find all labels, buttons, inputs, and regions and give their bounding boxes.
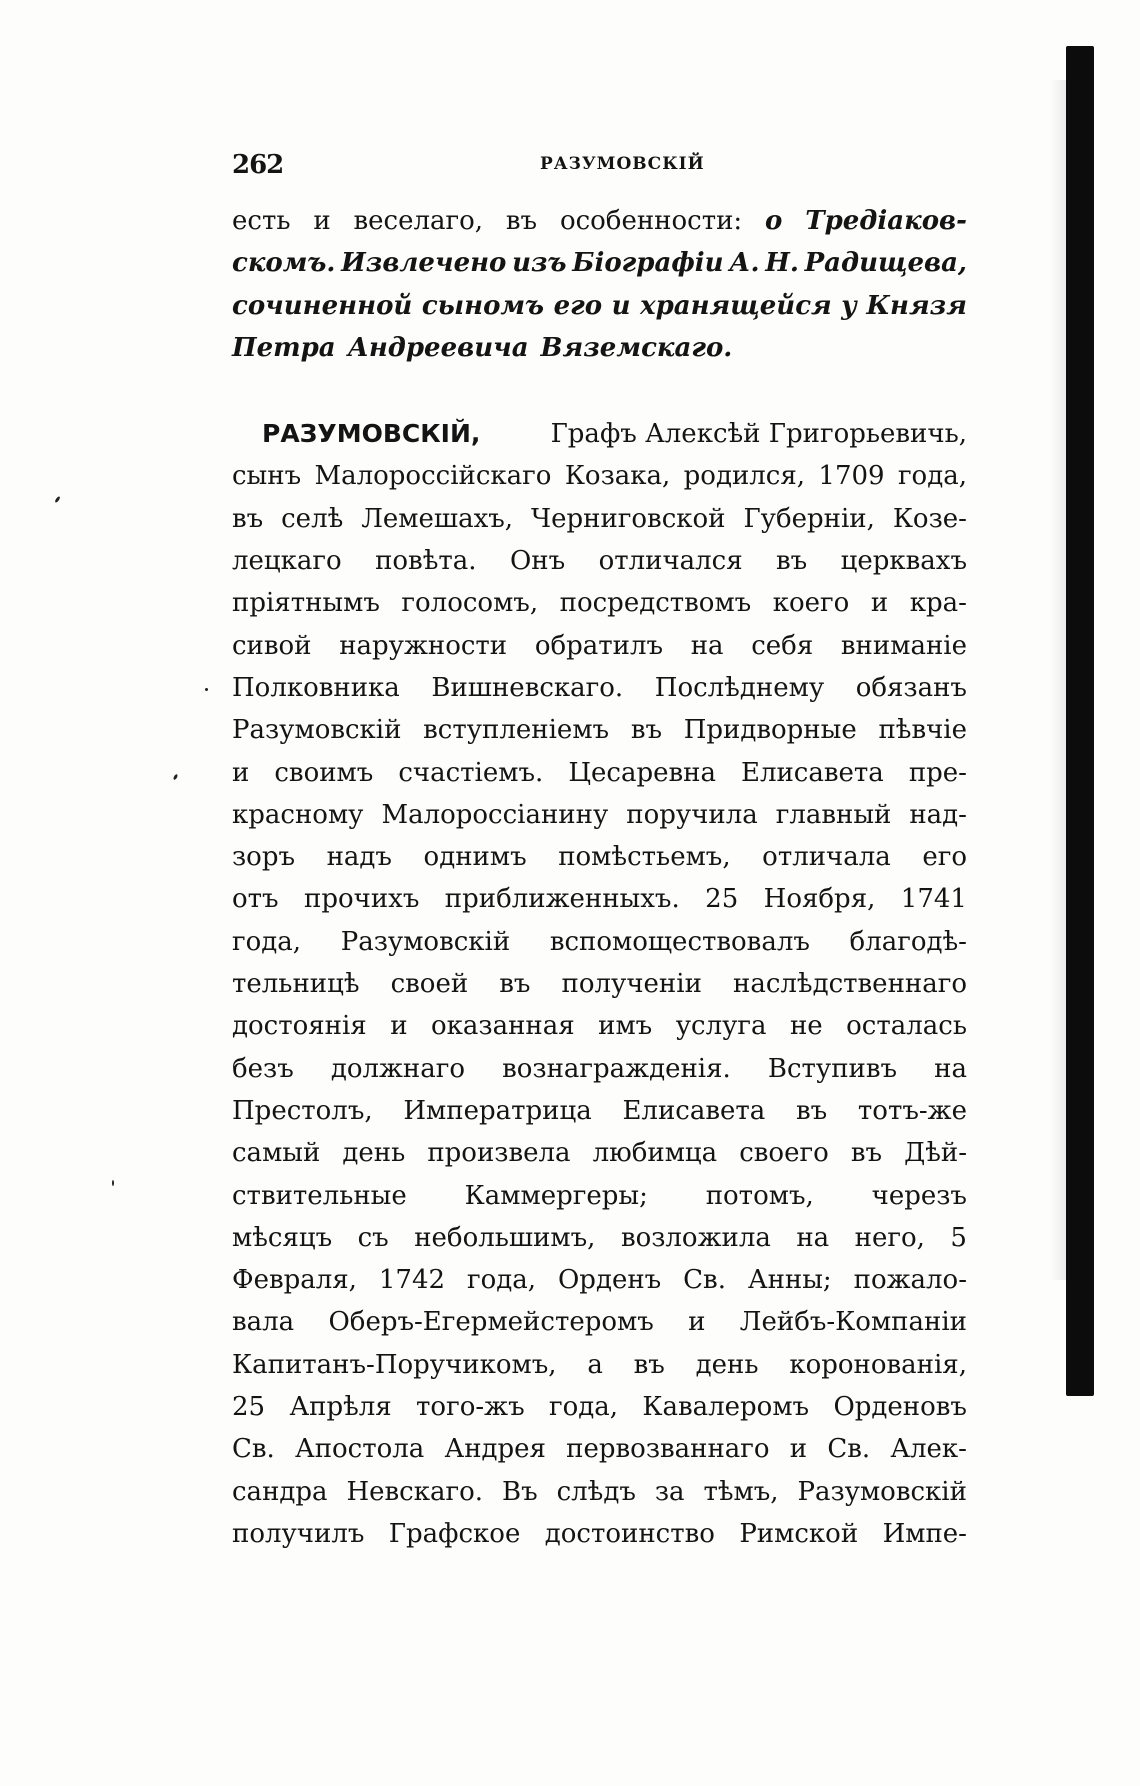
word: любимца — [592, 1138, 718, 1169]
page-edge-binding — [1066, 46, 1094, 1396]
word: Губерніи, — [743, 503, 875, 534]
word: его — [553, 290, 603, 321]
word: года, — [466, 1265, 537, 1296]
word: отличался — [598, 546, 743, 577]
word: и — [789, 1434, 808, 1465]
word: день — [695, 1349, 759, 1380]
word: вступленіемъ — [423, 715, 610, 746]
word: самый — [232, 1138, 321, 1169]
word: вала — [232, 1307, 295, 1338]
previous-entry-line — [232, 327, 967, 369]
entry-gap — [232, 369, 967, 413]
word: лецкаго — [232, 546, 342, 577]
word: особенности: — [559, 206, 743, 236]
entry-line — [232, 752, 967, 794]
word: получилъ — [232, 1518, 365, 1549]
word: помѣстьемъ, — [558, 842, 731, 873]
word: Дѣй- — [904, 1138, 967, 1169]
word: приближенныхъ. — [444, 884, 680, 915]
word: вниманіе — [840, 630, 967, 661]
word: наружности — [339, 630, 508, 661]
word: Капитанъ-Поручикомъ, — [232, 1349, 557, 1380]
word: пожало- — [853, 1265, 967, 1296]
word: Каммергеры; — [464, 1180, 648, 1211]
entry-line — [232, 836, 967, 878]
word: Оберъ-Егермейстеромъ — [328, 1307, 654, 1338]
word: счастіемъ. — [398, 757, 544, 788]
word: 25 — [705, 884, 739, 915]
word: сочиненной — [232, 290, 413, 321]
previous-entry-line — [232, 242, 967, 284]
word: родился, — [683, 461, 806, 492]
word: его — [922, 842, 967, 873]
scan-speck — [112, 1180, 114, 1186]
word: осталась — [846, 1011, 967, 1042]
word: за — [654, 1476, 685, 1507]
word: тельницѣ — [232, 969, 360, 1000]
word: голосомъ, — [401, 588, 539, 619]
word: коего — [772, 588, 850, 619]
word: Извлечено — [341, 248, 507, 279]
word: 1742 — [378, 1265, 446, 1296]
word: церквахъ — [840, 546, 967, 577]
entry-line — [232, 1386, 967, 1428]
entry-line — [232, 1005, 967, 1047]
word: достоянія — [232, 1011, 367, 1042]
word: Апостола — [295, 1434, 425, 1465]
word: Февраля, — [232, 1265, 357, 1296]
word: красному — [232, 799, 364, 830]
scan-speck — [173, 774, 179, 781]
text-block — [232, 200, 967, 1555]
word: полученіи — [561, 969, 702, 1000]
word: у — [841, 290, 857, 321]
word: ствительные — [232, 1180, 407, 1211]
word: Андреевича — [347, 332, 529, 363]
word: себя — [751, 630, 814, 661]
word: и — [313, 206, 331, 236]
word: отличала — [762, 842, 891, 873]
word: Св. — [232, 1434, 275, 1465]
entry-line — [232, 498, 967, 540]
word: Алек- — [890, 1434, 967, 1465]
previous-entry-line — [232, 285, 967, 327]
word: черезъ — [871, 1180, 967, 1211]
word: Импе- — [882, 1518, 967, 1549]
word: своимъ — [274, 757, 374, 788]
word: Онъ — [509, 546, 566, 577]
entry-line — [232, 540, 967, 582]
word: надъ — [326, 842, 392, 873]
entry-first-line-rest: Графъ Алексѣй Григорьевичь, — [550, 419, 967, 450]
running-head: РАЗУМОВСКІЙ — [540, 154, 705, 174]
word: Ноября, — [763, 884, 876, 915]
word: въ — [232, 503, 264, 534]
word: посредствомъ — [559, 588, 752, 619]
word: возложила — [620, 1222, 771, 1253]
word: тотъ-же — [857, 1095, 967, 1126]
word: въ — [776, 546, 808, 577]
word: имъ — [598, 1011, 653, 1042]
word: а — [587, 1349, 603, 1380]
word: 5 — [950, 1222, 967, 1253]
word: услуга — [675, 1011, 767, 1042]
word: изъ — [512, 248, 567, 279]
word: въ — [505, 206, 538, 236]
word: А. — [729, 248, 760, 279]
word: Черниговской — [531, 503, 726, 534]
entry-line — [232, 1344, 967, 1386]
word: сыномъ — [421, 290, 545, 321]
entry-line — [232, 1301, 967, 1343]
word: въ — [850, 1138, 882, 1169]
word: Престолъ, — [232, 1095, 373, 1126]
word: слѣдъ — [556, 1476, 636, 1507]
word: произвела — [427, 1138, 571, 1169]
word: года, — [897, 461, 967, 492]
entry-line — [232, 667, 967, 709]
entry-line — [232, 1428, 967, 1470]
page-header — [232, 150, 967, 186]
word: Императрица — [403, 1095, 592, 1126]
word: него, — [854, 1222, 925, 1253]
word: Римской — [739, 1518, 859, 1549]
entry-first-line — [232, 413, 967, 455]
word: Придворные — [683, 715, 857, 746]
word: Вяземскаго. — [540, 332, 733, 363]
word: сивой — [232, 630, 312, 661]
word: Біографіи — [572, 248, 724, 279]
word: зоръ — [232, 842, 296, 873]
word: съ — [357, 1222, 389, 1253]
word: Разумовскій — [340, 926, 511, 957]
word: на — [934, 1053, 967, 1084]
entry-line — [232, 1048, 967, 1090]
word: и — [390, 1011, 408, 1042]
word: Невскаго. — [346, 1476, 484, 1507]
word: есть — [232, 206, 291, 236]
word: пѣвчіе — [878, 715, 967, 746]
entry-line — [232, 921, 967, 963]
word: Св. — [683, 1265, 726, 1296]
entry-line — [232, 1471, 967, 1513]
word: благодѣ- — [849, 926, 967, 957]
word: сандра — [232, 1476, 328, 1507]
word: мѣсяцъ — [232, 1222, 333, 1253]
word: не — [789, 1011, 823, 1042]
word: кра- — [909, 588, 967, 619]
word: Полковника — [232, 672, 400, 703]
word: Малороссіанину — [381, 799, 609, 830]
entry-line — [232, 1132, 967, 1174]
word: Елисавета — [622, 1095, 766, 1126]
word: въ — [630, 715, 662, 746]
entry-line — [232, 1175, 967, 1217]
word: повѣта. — [375, 546, 477, 577]
entry-line — [232, 625, 967, 667]
scan-speck — [205, 688, 208, 691]
word: Анны; — [747, 1265, 832, 1296]
word: Кавалеромъ — [642, 1392, 810, 1423]
scan-speck — [54, 496, 60, 503]
word: небольшимъ, — [414, 1222, 596, 1253]
word: селѣ — [281, 503, 344, 534]
entry-line — [232, 1513, 967, 1555]
word: и — [232, 757, 250, 788]
word: Св. — [827, 1434, 871, 1465]
word: 1709 — [818, 461, 885, 492]
word: скомъ. — [232, 248, 336, 279]
word: веселаго, — [353, 206, 484, 236]
word: поручила — [626, 799, 758, 830]
page-number: 262 — [232, 150, 284, 180]
word: отъ — [232, 884, 279, 915]
word: Петра — [232, 332, 336, 363]
word: и — [870, 588, 889, 619]
word: Малороссійскаго — [314, 461, 552, 492]
word: Козе- — [892, 503, 967, 534]
word: обратилъ — [534, 630, 664, 661]
word: Послѣднему — [654, 672, 825, 703]
word: и — [611, 290, 631, 321]
word: о — [765, 206, 783, 236]
word: въ — [633, 1349, 665, 1380]
word: 1741 — [900, 884, 967, 915]
entry-line — [232, 963, 967, 1005]
word: Н. — [765, 248, 799, 279]
word: въ — [499, 969, 531, 1000]
entry-line — [232, 582, 967, 624]
word: день — [342, 1138, 406, 1169]
entry-line — [232, 455, 967, 497]
word: должнаго — [330, 1053, 466, 1084]
word: на — [796, 1222, 830, 1253]
word: достоинство — [544, 1518, 715, 1549]
word: въ — [795, 1095, 828, 1126]
word: Графское — [388, 1518, 521, 1549]
previous-entry-line — [232, 200, 967, 242]
word: Радищева, — [804, 248, 967, 279]
word: Андрея — [444, 1434, 546, 1465]
word: года, — [548, 1392, 619, 1423]
word: Вишневскаго. — [431, 672, 624, 703]
entry-line — [232, 709, 967, 751]
word: главный — [775, 799, 892, 830]
word: тѣмъ, — [703, 1476, 779, 1507]
word: и — [688, 1307, 706, 1338]
entry-body — [232, 455, 967, 1555]
word: хранящейся — [640, 290, 832, 321]
word: оказанная — [431, 1011, 575, 1042]
word: Орденовъ — [833, 1392, 967, 1423]
word: Цесаревна — [568, 757, 716, 788]
word: потомъ, — [705, 1180, 814, 1211]
word: прочихъ — [304, 884, 420, 915]
word: пріятнымъ — [232, 588, 380, 619]
entry-line — [232, 1090, 967, 1132]
word: обязанъ — [855, 672, 967, 703]
word: вознагражденія. — [502, 1053, 731, 1084]
word: года, — [232, 926, 302, 957]
word: на — [690, 630, 724, 661]
word: Въ — [501, 1476, 538, 1507]
word: Лейбъ-Компаніи — [739, 1307, 967, 1338]
word: Елисавета — [740, 757, 884, 788]
entry-razumovsky — [232, 413, 967, 1555]
word: однимъ — [423, 842, 527, 873]
word: Орденъ — [557, 1265, 662, 1296]
word: безъ — [232, 1053, 294, 1084]
word: того-жъ — [416, 1392, 525, 1423]
word: сынъ — [232, 461, 302, 492]
previous-entry-tail — [232, 200, 967, 369]
word: первозваннаго — [566, 1434, 770, 1465]
word: Князя — [866, 290, 967, 321]
word: над- — [909, 799, 967, 830]
word: Лемешахъ, — [361, 503, 514, 534]
entry-line — [232, 1259, 967, 1301]
word: коронованія, — [789, 1349, 967, 1380]
word: пре- — [908, 757, 967, 788]
word: Козака, — [564, 461, 671, 492]
word: Разумовскій — [232, 715, 402, 746]
word: наслѣдственнаго — [733, 969, 967, 1000]
word: Вступивъ — [767, 1053, 898, 1084]
word: Апрѣля — [289, 1392, 392, 1423]
entry-line — [232, 1217, 967, 1259]
word: вспомоществовалъ — [549, 926, 810, 957]
word: своего — [739, 1138, 829, 1169]
entry-line — [232, 878, 967, 920]
entry-headword: РАЗУМОВСКІЙ, — [262, 419, 481, 449]
entry-line — [232, 794, 967, 836]
word: 25 — [232, 1392, 266, 1423]
word: Разумовскій — [797, 1476, 967, 1507]
word: своей — [390, 969, 469, 1000]
word: Тредіаков- — [805, 206, 967, 236]
